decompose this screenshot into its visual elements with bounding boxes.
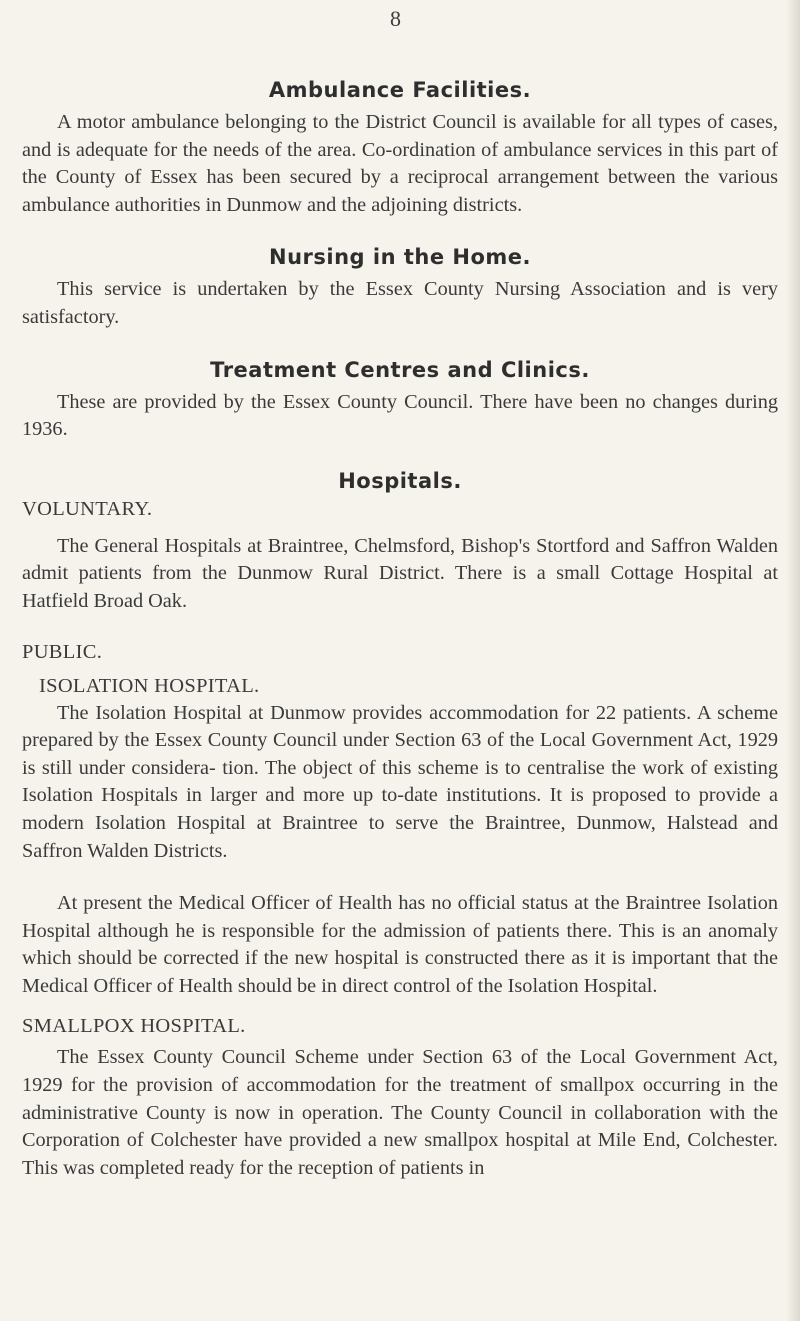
nursing-paragraph: This service is undertaken by the Essex County Nursing Association and is very satisfactory. xyxy=(22,278,778,328)
nursing-section xyxy=(22,243,778,331)
treatment-heading: Treatment Centres and Clinics. xyxy=(210,357,590,382)
ambulance-section xyxy=(22,76,778,219)
voluntary-paragraph: The General Hospitals at Braintree, Chelmsford, Bishop's Stortford and Saffron Walden admit patients from the Dunmow Rural District. There is a small Cottage Hospital at Hatfield Broad Oak. xyxy=(22,534,778,612)
isolation-hospital-label: ISOLATION HOSPITAL. xyxy=(39,674,260,697)
treatment-section xyxy=(22,356,778,444)
smallpox-hospital-label: SMALLPOX HOSPITAL. xyxy=(22,1015,246,1038)
public-label: PUBLIC. xyxy=(22,640,103,663)
voluntary-label: VOLUNTARY. xyxy=(22,497,153,520)
hospitals-heading: Hospitals. xyxy=(338,468,462,493)
isolation-hospital-paragraph: The Isolation Hospital at Dunmow provides accommodation for 22 patients. A scheme prepared by the Essex County Council under Section 63 of the Local Government Act, 1929 is still under considera- tion. The object of this scheme is to centralise the work of existing Isolation Hospitals in larger and more up to-date institutions. It is proposed to provide a modern Isolation Hospital at Braintree to serve the Braintree, Dunmow, Halstead and Saffron Walden Districts. xyxy=(22,701,778,862)
smallpox-hospital-paragraph: The Essex County Council Scheme under Section 63 of the Local Government Act, 1929 for the provision of accommodation for the treatment of smallpox occurring in the administrative County is now in operation. The County Council in collaboration with the Corporation of Colchester have provided a new smallpox hospital at Mile End, Colchester. This was completed ready for the reception of patients in xyxy=(22,1046,778,1179)
page-content xyxy=(22,76,778,1182)
nursing-heading: Nursing in the Home. xyxy=(269,245,531,270)
hospitals-section xyxy=(22,467,778,1183)
ambulance-paragraph: A motor ambulance belonging to the District Council is available for all types of cases, and is adequate for the needs of the area. Co-ordination of ambulance services in this part of the County of Essex has been secured by a reciprocal arrangement between the various ambulance authorities in Dunmow and the adjoining districts. xyxy=(22,111,778,216)
treatment-paragraph: These are provided by the Essex County Council. There have been no changes during 1936. xyxy=(22,390,778,441)
page-number: 8 xyxy=(390,6,401,31)
page-edge-shadow xyxy=(786,0,800,1321)
medical-officer-paragraph: At present the Medical Officer of Health has no official status at the Braintree Isolation Hospital although he is responsible for the admission of patients there. This is an anomaly which should be corrected if the new hospital is constructed there as it is important that the Medical Officer of Health should be in direct control of the Isolation Hospital. xyxy=(22,892,778,997)
ambulance-heading: Ambulance Facilities. xyxy=(268,78,532,102)
